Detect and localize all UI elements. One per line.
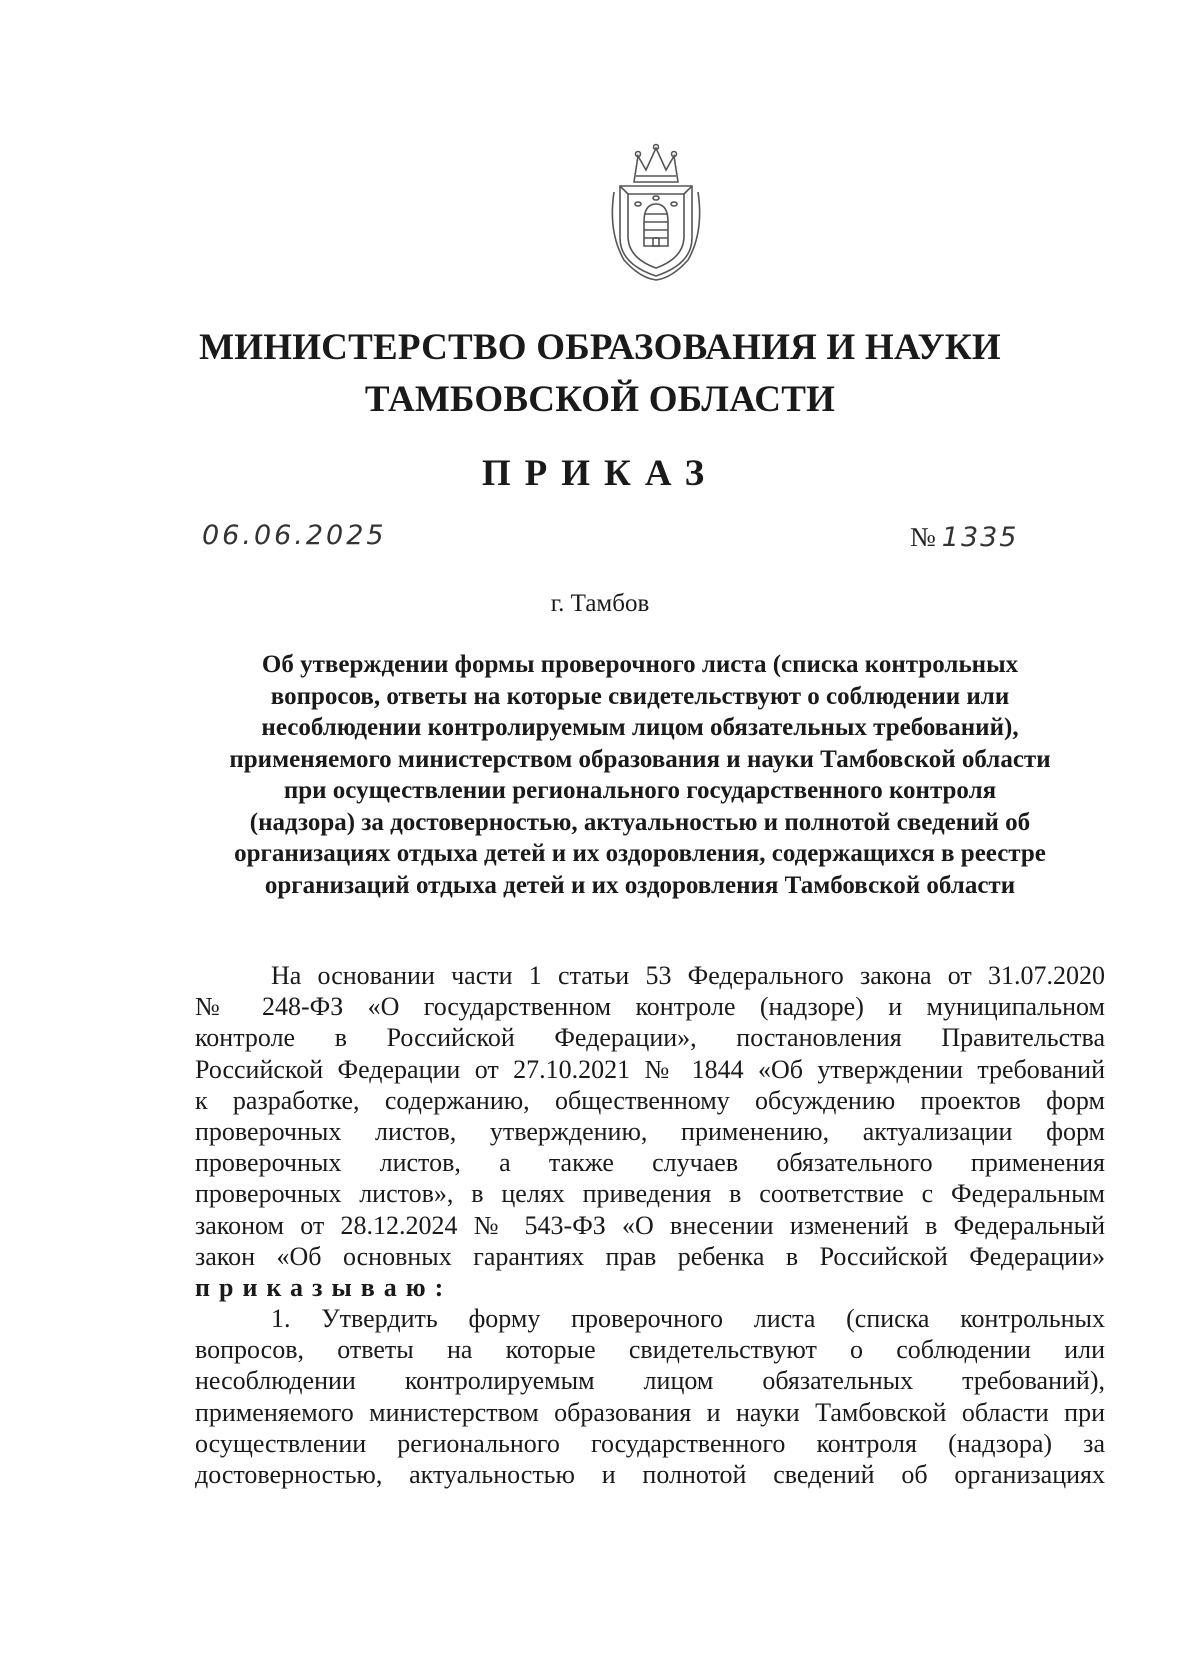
tambov-coat-of-arms-icon xyxy=(604,142,708,282)
title-line: вопросов, ответы на которые свидетельствуют о соблюдении или xyxy=(270,682,1010,710)
body-line: 1. Утвердить форму проверочного листа (списка контрольных xyxy=(271,1304,1105,1334)
document-city: г. Тамбов xyxy=(550,590,650,617)
body-line: Российской Федерации от 27.10.2021 № 1844 «Об утверждении требований xyxy=(195,1054,1105,1084)
body-line: проверочных листов, утверждению, применению, актуализации форм xyxy=(195,1116,1105,1146)
document-title xyxy=(180,649,1100,901)
title-line: несоблюдении контролируемым лицом обязательных требований), xyxy=(261,714,1019,741)
number-value: 1335 xyxy=(941,522,1019,553)
body-line: вопросов, ответы на которые свидетельствуют о соблюдении или xyxy=(195,1335,1105,1365)
body-line: № 248-ФЗ «О государственном контроле (надзоре) и муниципальном xyxy=(195,992,1105,1022)
body-line: проверочных листов, а также случаев обязательного применения xyxy=(195,1148,1105,1178)
body-line: к разработке, содержанию, общественному обсуждению проектов форм xyxy=(195,1085,1105,1115)
body-line: достоверностью, актуальностью и полнотой сведений об организациях xyxy=(195,1460,1105,1489)
body-line: проверочных листов», в целях приведения в соответствие с Федеральным xyxy=(195,1179,1105,1209)
body-line: законом от 28.12.2024 № 543-ФЗ «О внесении изменений в Федеральный xyxy=(195,1210,1105,1240)
body-line: контроле в Российской Федерации», постановления Правительства xyxy=(195,1023,1105,1053)
title-line: применяемого министерством образования и науки Тамбовской области xyxy=(229,745,1051,773)
number-sign: № xyxy=(910,522,936,552)
coat-of-arms-emblem xyxy=(604,142,708,282)
title-line: организаций отдыха детей и их оздоровления Тамбовской области xyxy=(264,871,1016,899)
title-line: (надзора) за достоверностью, актуальностью и полнотой сведений об xyxy=(249,808,1031,836)
body-line: осуществлении регионального государственного контроля (надзора) за xyxy=(195,1428,1105,1458)
body-line: На основании части 1 статьи 53 Федерального закона от 31.07.2020 xyxy=(271,961,1105,990)
document-number xyxy=(910,522,1018,553)
document-date: 06.06.2025 xyxy=(202,520,387,551)
ministry-name-line-2: ТАМБОВСКОЙ ОБЛАСТИ xyxy=(364,379,836,420)
body-line: несоблюдении контролируемым лицом обязательных требований), xyxy=(195,1366,1105,1396)
ministry-name-line-1: МИНИСТЕРСТВО ОБРАЗОВАНИЯ И НАУКИ xyxy=(199,327,1001,368)
title-line: Об утверждении формы проверочного листа (списка контрольных xyxy=(261,651,1019,678)
order-keyword: приказываю: xyxy=(195,1272,453,1302)
ministry-name xyxy=(0,322,1200,426)
body-line: закон «Об основных гарантиях прав ребенка в Российской Федерации» xyxy=(195,1241,1105,1271)
document-type: ПРИКАЗ xyxy=(481,453,719,494)
title-line: организациях отдыха детей и их оздоровления, содержащихся в реестре xyxy=(234,840,1046,867)
title-line: при осуществлении регионального государственного контроля xyxy=(283,777,997,804)
body-line: применяемого министерством образования и науки Тамбовской области при xyxy=(195,1397,1105,1427)
document-body xyxy=(195,960,1105,1490)
